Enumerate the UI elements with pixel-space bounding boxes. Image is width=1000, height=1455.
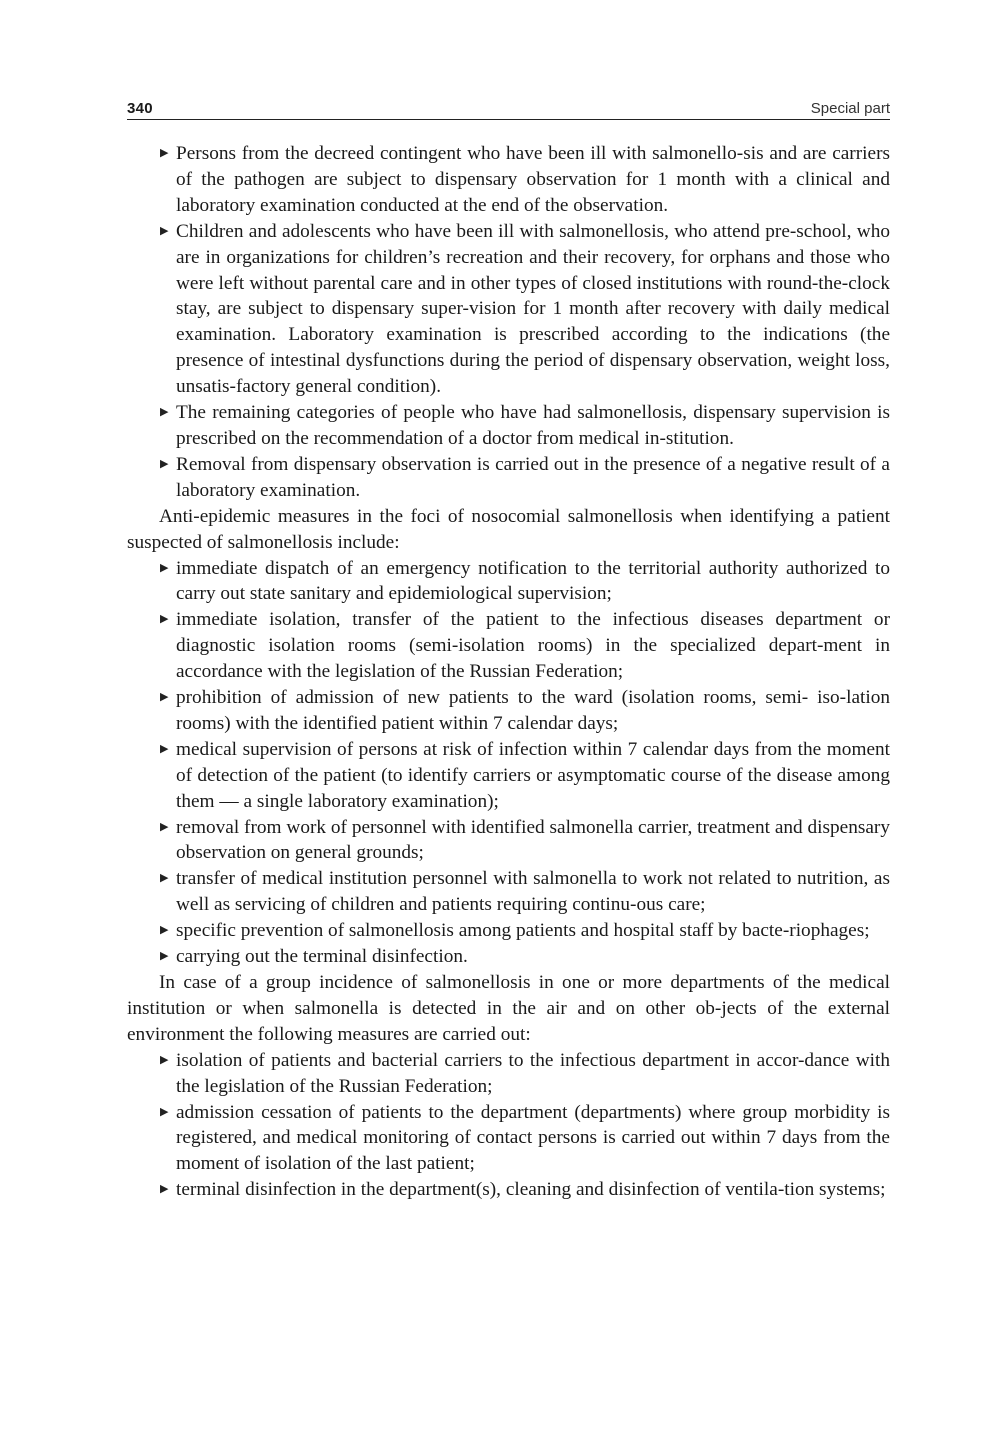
list-item: ▶ prohibition of admission of new patients to the ward (isolation rooms, semi- iso-lation rooms) with the identified patient within 7 calendar days;	[160, 687, 890, 734]
paragraph-group-incidence: In case of a group incidence of salmonellosis in one or more departments of the medical institution or when salmonella is detected in the air and on other ob-jects of the external environment the following measures are carried out:	[127, 972, 890, 1045]
list-item: ▶ terminal disinfection in the department(s), cleaning and disinfection of ventila-tion systems;	[176, 1177, 890, 1203]
nosocomial-measures-list	[127, 556, 890, 971]
bullet-icon: ▶	[160, 561, 169, 574]
bullet-icon: ▶	[160, 613, 169, 626]
list-item: ▶ isolation of patients and bacterial carriers to the infectious department in accor-dance with the legislation of the Russian Federation;	[160, 1049, 890, 1097]
bullet-icon: ▶	[160, 820, 169, 833]
list-item: ▶ specific prevention of salmonellosis among patients and hospital staff by bacte-riophages;	[176, 918, 890, 944]
group-incidence-measures-list	[127, 1048, 890, 1203]
followup-observation-list	[127, 141, 890, 504]
list-item: ▶ medical supervision of persons at risk of infection within 7 calendar days from the moment of detection of the patient (to identify carriers or asymptomatic course of the disease among them — a single laboratory examination);	[160, 738, 890, 812]
list-item: ▶ admission cessation of patients to the department (departments) where group morbidity is registered, and medical monitoring of contact persons is carried out within 7 days from the moment of isolation of the last patient;	[160, 1101, 890, 1175]
section-title: Special part	[810, 100, 890, 117]
list-item: ▶ immediate dispatch of an emergency notification to the territorial authority authorized to carry out state sanitary and epidemiological supervision;	[160, 557, 890, 605]
bullet-icon: ▶	[160, 691, 169, 704]
list-item: ▶ The remaining categories of people who have had salmonellosis, dispensary supervision is prescribed on the recommendation of a doctor from medical in-stitution.	[160, 402, 890, 449]
running-header	[127, 95, 890, 120]
bullet-icon: ▶	[160, 1053, 169, 1066]
document-body	[127, 141, 890, 1203]
list-item: ▶ Removal from dispensary observation is carried out in the presence of a negative result of a laboratory examination.	[160, 453, 890, 501]
bullet-icon: ▶	[160, 224, 169, 237]
list-item: ▶ transfer of medical institution personnel with salmonella to work not related to nutrition, as well as servicing of children and patients requiring continu-ous care;	[160, 868, 890, 916]
bullet-icon: ▶	[160, 924, 169, 937]
bullet-icon: ▶	[160, 406, 169, 419]
bullet-icon: ▶	[160, 1183, 169, 1196]
bullet-icon: ▶	[160, 742, 169, 755]
list-item: ▶ carrying out the terminal disinfection.	[176, 944, 890, 970]
bullet-icon: ▶	[160, 147, 169, 159]
list-item: ▶ Persons from the decreed contingent who have been ill with salmonello-sis and are carriers of the pathogen are subject to dispensary observation for 1 month with a clinical and laboratory examination conducted at the end of the observation.	[160, 143, 890, 216]
paragraph-nosocomial-measures: Anti-epidemic measures in the foci of nosocomial salmonellosis when identifying a patient suspected of salmonellosis include:	[127, 505, 890, 553]
bullet-icon: ▶	[160, 1105, 169, 1118]
bullet-icon: ▶	[160, 457, 169, 470]
document-page	[127, 95, 890, 1203]
page-number: 340	[127, 100, 153, 117]
list-item: ▶ removal from work of personnel with identified salmonella carrier, treatment and dispensary observation on general grounds;	[160, 816, 890, 864]
bullet-icon: ▶	[160, 872, 169, 885]
list-item: ▶ immediate isolation, transfer of the patient to the infectious diseases department or diagnostic isolation rooms (semi-isolation rooms) in the specialized depart-ment in accordance with the legislation of the Russian Federation;	[160, 609, 890, 683]
bullet-icon: ▶	[160, 950, 169, 963]
list-item: ▶ Children and adolescents who have been ill with salmonellosis, who attend pre-school, who are in organizations for children’s recreation and their recovery, for orphans and those who were left without parental care and in other types of closed institutions with round-the-clock stay, are subject to dispensary super-vision for 1 month after recovery with daily medical examination. Laboratory examination is prescribed according to the indications (the presence of intestinal dysfunctions during the period of dispensary observation, weight loss, unsatis-factory general condition).	[160, 220, 890, 398]
